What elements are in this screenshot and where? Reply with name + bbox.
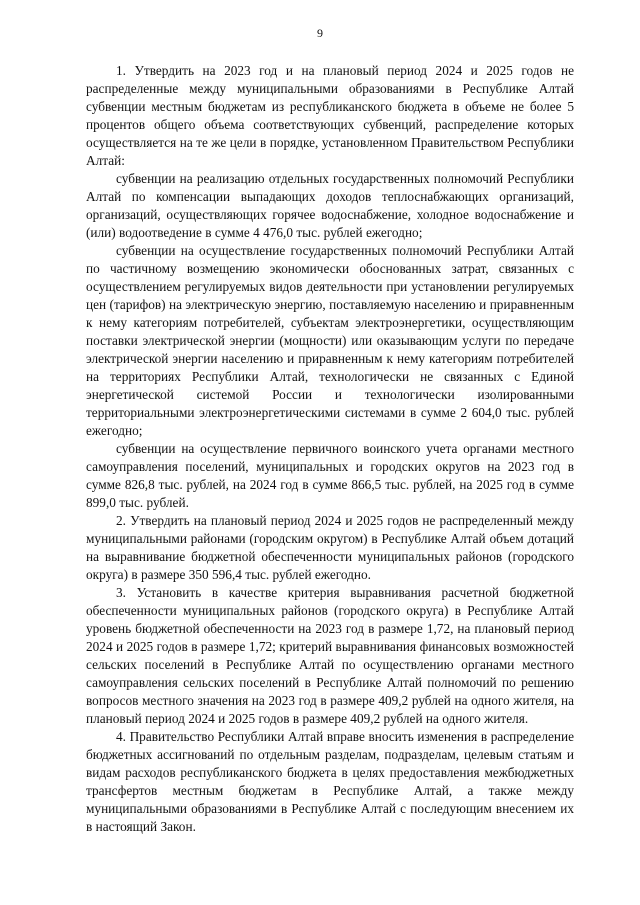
paragraph-1: 1. Утвердить на 2023 год и на плановый период 2024 и 2025 годов не распределенные между муниципальными образованиями в Республике Алтай субвенции местным бюджетам из республиканского бюджета в объеме не более 5 процентов общего объема соответствующих субвенций, распределение которых осуществляется на те же цели в порядке, установленном Правительством Республики Алтай:: [86, 63, 574, 168]
paragraph-heat-subvention: субвенции на реализацию отдельных государственных полномочий Республики Алтай по компенсации выпадающих доходов теплоснабжающих организаций, организаций, осуществляющих горячее водоснабжение, холодное водоснабжение и (или) водоотведение в сумме 4 476,0 тыс. рублей ежегодно;: [86, 171, 574, 240]
page-number: 9: [317, 26, 323, 40]
paragraph-military-registration-subvention: субвенции на осуществление первичного воинского учета органами местного самоуправления поселений, муниципальных и городских округов на 2023 год в сумме 826,8 тыс. рублей, на 2024 год в сумме 866,5 тыс. рублей, на 2025 год в сумме 899,0 тыс. рублей.: [86, 441, 574, 510]
paragraph-4: 4. Правительство Республики Алтай вправе вносить изменения в распределение бюджетных ассигнований по отдельным разделам, подразделам, целевым статьям и видам расходов республиканского бюджета в целях предоставления межбюджетных трансфертов местным бюджетам в Республике Алтай, а также между муниципальными образованиями в Республике Алтай с последующим внесением их в настоящий Закон.: [86, 729, 574, 834]
document-body: [86, 62, 574, 836]
paragraph-electricity-subvention: субвенции на осуществление государственных полномочий Республики Алтай по частичному возмещению экономически обоснованных затрат, связанных с осуществлением регулируемых видов деятельности при установлении регулируемых цен (тарифов) на электрическую энергию, поставляемую населению и приравненным к нему категориям потребителей, субъектам электроэнергетики, осуществляющим поставки электрической энергии (мощности) или оказывающим услуги по передаче электрической энергии населению и приравненным к нему категориям потребителей на территориях Республики Алтай, технологически не связанных с Единой энергетической системой России и технологически изолированными территориальными электроэнергетическими системами в сумме 2 604,0 тыс. рублей ежегодно;: [86, 243, 574, 438]
paragraph-2: 2. Утвердить на плановый период 2024 и 2025 годов не распределенный между муниципальными районами (городским округом) в Республике Алтай объем дотаций на выравнивание бюджетной обеспеченности муниципальных районов (городского округа) в размере 350 596,4 тыс. рублей ежегодно.: [86, 513, 574, 582]
paragraph-3: 3. Установить в качестве критерия выравнивания расчетной бюджетной обеспеченности муниципальных районов (городского округа) в Республике Алтай уровень бюджетной обеспеченности на 2023 год в размере 1,72, на плановый период 2024 и 2025 годов в размере 1,72; критерий выравнивания финансовых возможностей сельских поселений в Республике Алтай по осуществлению органами местного самоуправления сельских поселений в Республике Алтай полномочий по решению вопросов местного значения на 2023 год в размере 409,2 рублей на одного жителя, на плановый период 2024 и 2025 годов в размере 409,2 рублей на одного жителя.: [86, 585, 574, 726]
